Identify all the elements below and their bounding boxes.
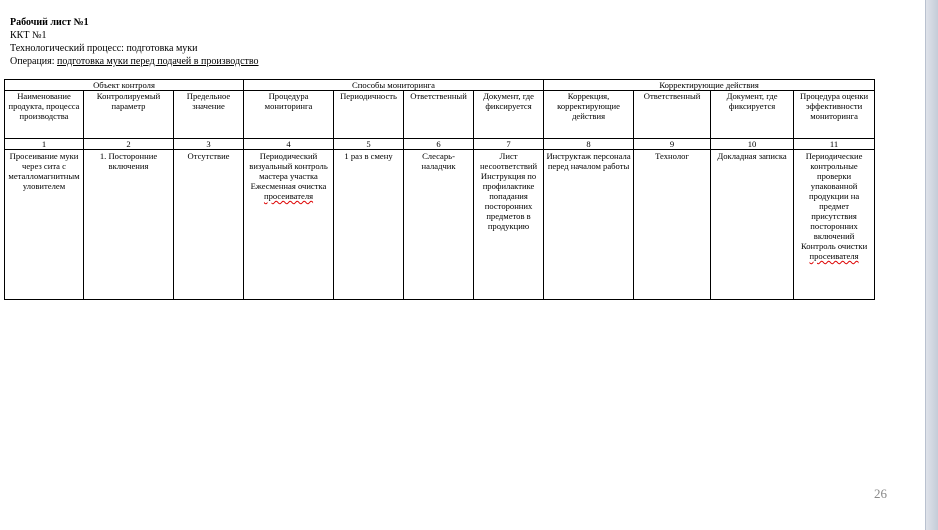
column-number: 4	[244, 139, 334, 150]
cell-evaluation	[794, 150, 875, 300]
column-header: Контролируемый параметр	[84, 91, 174, 139]
column-header: Документ, где фиксируется	[474, 91, 544, 139]
cell-responsible: Слесарь-наладчик	[404, 150, 474, 300]
worksheet-title: Рабочий лист №1	[10, 17, 89, 28]
column-number: 9	[634, 139, 711, 150]
group-header: Корректирующие действия	[544, 80, 875, 91]
column-number: 5	[334, 139, 404, 150]
document-text-1: Лист несоответствий	[479, 151, 538, 171]
procedure-text: Периодический визуальный контроль мастера участка	[249, 151, 328, 181]
right-scroll-panel[interactable]	[925, 0, 938, 530]
column-header: Предельное значение	[174, 91, 244, 139]
procedure-cleaning	[246, 181, 331, 201]
cell-correction-responsible: Технолог	[634, 150, 711, 300]
evaluation-cleaning	[796, 241, 872, 261]
evaluation-text: Периодические контрольные проверки упакованной продукции на предмет присутствия посторонних включений	[805, 151, 863, 241]
column-number: 2	[84, 139, 174, 150]
column-header: Коррекция, корректирующие действия	[544, 91, 634, 139]
cell-limit: Отсутствие	[174, 150, 244, 300]
column-number: 8	[544, 139, 634, 150]
operation-label: Операция:	[10, 56, 58, 67]
procedure-cleaning-text: Ежесменная очистка	[250, 181, 327, 191]
column-number: 1	[5, 139, 84, 150]
cell-correction-document: Докладная записка	[711, 150, 794, 300]
column-number: 7	[474, 139, 544, 150]
column-number: 11	[794, 139, 875, 150]
operation-line	[10, 55, 259, 68]
column-header: Ответственный	[634, 91, 711, 139]
process-label: Технологический процесс: подготовка муки	[10, 43, 198, 54]
cell-periodicity: 1 раз в смену	[334, 150, 404, 300]
column-number: 6	[404, 139, 474, 150]
column-header: Наименование продукта, процесса производства	[5, 91, 84, 139]
cell-product: Просеивание муки через сита с металломагнитным уловителем	[5, 150, 84, 300]
worksheet-table	[4, 79, 875, 300]
evaluation-cleaning-word: просеивателя	[809, 251, 859, 261]
column-number-row	[5, 139, 875, 150]
document-text-2: Инструкция по профилактике попадания посторонних предметов в продукцию	[480, 171, 537, 231]
procedure-cleaning-word: просеивателя	[263, 191, 314, 201]
column-number: 3	[174, 139, 244, 150]
column-header: Процедура оценки эффективности мониторинга	[794, 91, 875, 139]
operation-value: подготовка муки перед подачей в производство	[57, 56, 259, 67]
page-number: 26	[874, 486, 887, 501]
evaluation-cleaning-text: Контроль очистки	[800, 241, 868, 251]
cell-document	[474, 150, 544, 300]
table-row	[5, 150, 875, 300]
cell-parameter: 1. Посторонние включения	[84, 150, 174, 300]
column-header: Документ, где фиксируется	[711, 91, 794, 139]
worksheet-header	[10, 16, 259, 68]
column-header: Процедура мониторинга	[244, 91, 334, 139]
column-header-row	[5, 91, 875, 139]
group-header-row	[5, 80, 875, 91]
group-header: Объект контроля	[5, 80, 244, 91]
column-header: Ответственный	[404, 91, 474, 139]
column-header: Периодичность	[334, 91, 404, 139]
group-header: Способы мониторинга	[244, 80, 544, 91]
cell-procedure	[244, 150, 334, 300]
column-number: 10	[711, 139, 794, 150]
cell-correction: Инструктаж персонала перед началом работы	[544, 150, 634, 300]
kkt-label: ККТ №1	[10, 30, 47, 41]
